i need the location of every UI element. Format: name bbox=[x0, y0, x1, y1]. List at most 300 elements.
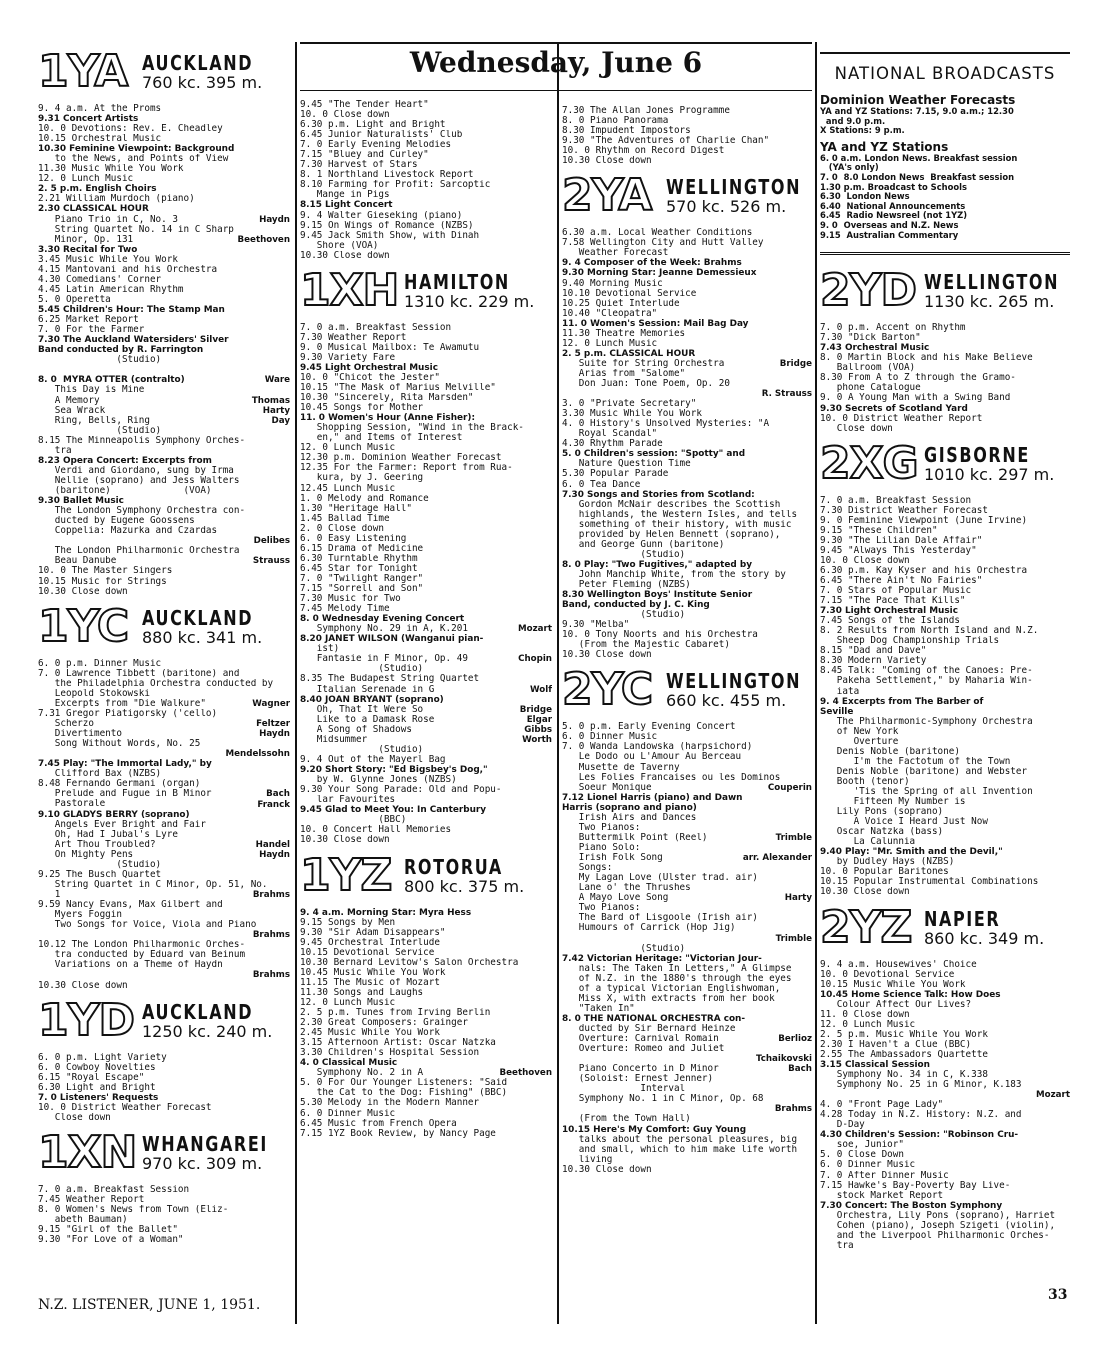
programme-text: 9.40 Play: "Mr. Smith and the Devil," bbox=[820, 847, 1003, 858]
station-section bbox=[562, 664, 812, 1175]
programme-text: 10.30 Feminine Viewpoint: Background bbox=[38, 144, 235, 155]
programme-text: Midsummer bbox=[300, 734, 368, 745]
schedule-line bbox=[38, 840, 290, 850]
programme-text: Lane o' the Thrushes bbox=[562, 883, 691, 894]
schedule-line bbox=[38, 526, 290, 536]
schedule-line bbox=[300, 180, 552, 190]
schedule-line bbox=[38, 860, 290, 870]
schedule-line bbox=[820, 424, 1070, 434]
programme-text: 12. 0 Lunch Music bbox=[300, 443, 396, 454]
programme-text: 7. 0 a.m. Breakfast Session bbox=[38, 1184, 190, 1195]
programme-text: 7.30 Concert: The Boston Symphony bbox=[820, 1200, 1003, 1211]
schedule-line bbox=[38, 769, 290, 779]
schedule-line bbox=[562, 650, 812, 660]
schedule-line bbox=[38, 144, 290, 154]
schedule-line bbox=[38, 669, 290, 679]
composer: Bach bbox=[266, 789, 290, 800]
programme-text: 9.10 GLADYS BERRY (soprano) bbox=[38, 809, 190, 820]
schedule-line bbox=[300, 343, 552, 353]
programme-text: 8.30 From A to Z through the Gramo- bbox=[820, 373, 1016, 384]
programme-text: 4. 0 "Front Page Lady" bbox=[820, 1100, 944, 1111]
programme-text: 9. 4 Out of the Mayerl Bag bbox=[300, 755, 446, 766]
programme-text: Sheep Dog Championship Trials bbox=[820, 636, 1000, 647]
programme-text: 9. 4 a.m. Housewives' Choice bbox=[820, 959, 977, 970]
programme-text: 2. 5 p.m. CLASSICAL HOUR bbox=[562, 348, 696, 359]
station-logo: 2YC bbox=[562, 664, 653, 716]
programme-text: Divertimento bbox=[38, 729, 122, 740]
schedule-line bbox=[300, 624, 552, 634]
programme-text: 9.30 Variety Fare bbox=[300, 352, 396, 363]
schedule-line bbox=[820, 877, 1070, 887]
programme-text: 7.42 Victorian Heritage: "Victorian Jour- bbox=[562, 953, 762, 964]
composer: Brahms bbox=[252, 890, 290, 901]
programme-text: Variations on a Theme of Haydn bbox=[38, 960, 223, 971]
schedule-line bbox=[38, 1053, 290, 1063]
schedule-line: (YA's only) bbox=[820, 162, 879, 173]
schedule-line bbox=[300, 785, 552, 795]
schedule-line bbox=[820, 323, 1070, 333]
schedule-line bbox=[300, 393, 552, 403]
programme-text: 10. 0 Concert Hall Memories bbox=[300, 825, 452, 836]
schedule-line bbox=[300, 170, 552, 180]
programme-text: talks about the personal pleasures, big bbox=[562, 1134, 798, 1145]
programme-text: 9.20 Short Story: "Ed Bigsbey's Dog," bbox=[300, 765, 488, 776]
programme-text: 10. 0 Popular Baritones bbox=[820, 867, 949, 878]
schedule-line bbox=[38, 749, 290, 759]
programme-text: 9.30 "For Love of a Woman" bbox=[38, 1235, 184, 1246]
programme-text: Gordon McNair describes the Scottish bbox=[562, 499, 781, 510]
schedule-line bbox=[38, 566, 290, 576]
schedule-line bbox=[562, 1024, 812, 1034]
programme-text: 7.31 Gregor Piatigorsky ('cello) bbox=[38, 708, 218, 719]
programme-text: Close down bbox=[820, 423, 893, 434]
schedule-line bbox=[38, 1235, 290, 1245]
programme-text: A Voice I Heard Just Now bbox=[820, 817, 988, 828]
schedule-line bbox=[38, 799, 290, 809]
schedule-line bbox=[300, 765, 552, 775]
programme-text: 9.45 Jack Smith Show, with Dinah bbox=[300, 230, 480, 241]
schedule-line bbox=[38, 385, 290, 395]
programme-text: 10.30 Close down bbox=[562, 156, 652, 167]
programme-text: 8. 0 MYRA OTTER (contralto) bbox=[38, 375, 185, 386]
programme-text: 5. 0 For Our Younger Listeners: "Said bbox=[300, 1078, 508, 1089]
page-number: 33 bbox=[1048, 1287, 1068, 1303]
schedule-line bbox=[820, 496, 1070, 506]
schedule-line bbox=[562, 823, 812, 833]
schedule-line bbox=[300, 1119, 552, 1129]
schedule-line bbox=[300, 443, 552, 453]
schedule-line bbox=[562, 732, 812, 742]
schedule-line bbox=[300, 674, 552, 684]
programme-text: (baritone) (VOA) bbox=[38, 486, 212, 497]
schedule-line bbox=[562, 783, 812, 793]
programme-text: 9.30 "Sir Adam Disappears" bbox=[300, 927, 446, 938]
schedule-line bbox=[38, 1063, 290, 1073]
programme-text: 9.30 Secrets of Scotland Yard bbox=[820, 403, 968, 414]
station-city: NAPIER bbox=[924, 906, 1001, 931]
programme-text: 4. 0 Classical Music bbox=[300, 1058, 398, 1069]
programme-text: 6.45 Music from French Opera bbox=[300, 1118, 457, 1129]
programme-text: 9.45 "Always This Yesterday" bbox=[820, 545, 977, 556]
schedule-line bbox=[820, 990, 1070, 1000]
schedule-line bbox=[820, 363, 1070, 373]
programme-text: 8. 2 Results from North Island and N.Z. bbox=[820, 626, 1039, 637]
schedule-line bbox=[562, 722, 812, 732]
station-section bbox=[300, 264, 552, 846]
schedule-line bbox=[562, 1155, 812, 1165]
schedule-line: 6. 0 a.m. London News. Breakfast session bbox=[820, 152, 1018, 163]
programme-text: Interval bbox=[562, 1084, 686, 1095]
programme-text: 6. 0 Easy Listening bbox=[300, 533, 407, 544]
programme-text: Scherzo bbox=[38, 718, 94, 729]
station-header bbox=[300, 849, 552, 901]
programme-text: 8.15 "Dad and Dave" bbox=[820, 646, 927, 657]
station-logo: 1XN bbox=[38, 1126, 137, 1178]
schedule-column-3 bbox=[562, 106, 812, 1326]
programme-text: 7.30 Weather Report bbox=[300, 332, 407, 343]
composer: Trimble bbox=[775, 933, 812, 944]
schedule-line bbox=[820, 1211, 1070, 1221]
schedule-line bbox=[562, 379, 812, 389]
schedule-line bbox=[820, 727, 1070, 737]
schedule-line bbox=[38, 194, 290, 204]
programme-text: 9. 4 Walter Gieseking (piano) bbox=[300, 210, 463, 221]
programme-text: 10.15 Music for Strings bbox=[38, 576, 167, 587]
programme-text: 2.21 William Murdoch (piano) bbox=[38, 194, 195, 205]
programme-text: 6.45 "There Ain't No Fairies" bbox=[820, 576, 983, 587]
schedule-line bbox=[38, 759, 290, 769]
schedule-line bbox=[300, 958, 552, 968]
programme-text: The London Philharmonic Orchestra bbox=[38, 546, 240, 557]
programme-text: and the Liverpool Philharmonic Orches- bbox=[820, 1230, 1050, 1241]
programme-text: Italian Serenade in G bbox=[300, 684, 435, 695]
schedule-line bbox=[38, 709, 290, 719]
schedule-line bbox=[820, 737, 1070, 747]
programme-text: 7.30 The Allan Jones Programme bbox=[562, 106, 730, 116]
programme-text: (Studio) bbox=[300, 745, 424, 756]
schedule-line bbox=[820, 1231, 1070, 1241]
schedule-line bbox=[38, 375, 290, 385]
programme-text: (Studio) bbox=[38, 425, 162, 436]
schedule-line bbox=[562, 106, 812, 116]
schedule-line bbox=[820, 343, 1070, 353]
schedule-line bbox=[562, 1064, 812, 1074]
programme-text: ist) bbox=[300, 644, 340, 655]
schedule-line bbox=[562, 126, 812, 136]
programme-text: 2.45 Music While You Work bbox=[300, 1028, 440, 1039]
programme-text: (Studio) bbox=[38, 859, 162, 870]
schedule-line: 6.40 National Announcements bbox=[820, 200, 966, 211]
schedule-line bbox=[38, 1073, 290, 1083]
station-frequency: 760 kc. 395 m. bbox=[142, 73, 263, 92]
schedule-line bbox=[300, 251, 552, 261]
schedule-line bbox=[38, 880, 290, 890]
station-logo: 2YZ bbox=[820, 901, 912, 953]
programme-text: Verdi and Giordano, sung by Irma bbox=[38, 465, 234, 476]
programme-text: Booth (tenor) bbox=[820, 776, 910, 787]
schedule-line bbox=[562, 520, 812, 530]
schedule-line bbox=[300, 484, 552, 494]
schedule-line bbox=[820, 687, 1070, 697]
schedule-line bbox=[300, 938, 552, 948]
programme-text: 'Tis the Spring of all Invention bbox=[820, 787, 1033, 797]
programme-text: 10.30 Close down bbox=[820, 887, 910, 898]
schedule-line bbox=[820, 1070, 1070, 1080]
programme-text: 7.43 Orchestral Music bbox=[820, 343, 930, 354]
programme-text: 6.30 p.m. Kay Kyser and his Orchestra bbox=[820, 565, 1028, 576]
programme-text: 3.15 Afternoon Artist: Oscar Natzka bbox=[300, 1038, 496, 1049]
programme-text: La Calunnia bbox=[820, 837, 916, 848]
schedule-column-2 bbox=[300, 100, 552, 1325]
programme-text: 7.30 The Auckland Watersiders' Silver bbox=[38, 335, 229, 346]
programme-text: Minor, Op. 131 bbox=[38, 234, 134, 245]
schedule-line bbox=[300, 413, 552, 423]
programme-text: 2. 5 p.m. Tunes from Irving Berlin bbox=[300, 1007, 491, 1018]
programme-text: 9.30 "Melba" bbox=[562, 620, 630, 631]
schedule-line bbox=[300, 948, 552, 958]
station-header bbox=[820, 437, 1070, 489]
schedule-line bbox=[562, 974, 812, 984]
schedule-line bbox=[38, 134, 290, 144]
programme-text: 6. 0 Tea Dance bbox=[562, 479, 641, 490]
schedule-line bbox=[38, 1215, 290, 1225]
programme-text: (Studio) bbox=[300, 664, 424, 675]
programme-text: 6. 0 Dinner Music bbox=[820, 1160, 916, 1171]
station-section bbox=[300, 849, 552, 1139]
programme-text: 8.35 The Budapest String Quartet bbox=[300, 674, 480, 685]
composer: Day bbox=[271, 415, 290, 426]
programme-text: Prelude and Fugue in B Minor bbox=[38, 789, 212, 800]
schedule-line bbox=[38, 719, 290, 729]
schedule-line bbox=[562, 630, 812, 640]
programme-text: 10. 0 Devotions: Rev. E. Cheadley bbox=[38, 124, 223, 135]
station-section bbox=[562, 106, 812, 166]
schedule-line bbox=[820, 747, 1070, 757]
schedule-line bbox=[820, 787, 1070, 797]
schedule-line bbox=[562, 580, 812, 590]
schedule-line bbox=[562, 560, 812, 570]
composer: Mozart bbox=[1036, 1090, 1070, 1101]
schedule-line bbox=[38, 154, 290, 164]
programme-text: 7.30 Songs and Stories from Scotland: bbox=[562, 489, 755, 500]
composer: Bridge bbox=[779, 358, 812, 369]
programme-text: 9.31 Concert Artists bbox=[38, 114, 139, 125]
programme-text: 9.30 "The Adventures of Charlie Chan" bbox=[562, 136, 770, 147]
schedule-line: and 9.0 p.m. bbox=[820, 115, 886, 126]
schedule-line bbox=[38, 325, 290, 335]
programme-text: 9.15 On Wings of Romance (NZBS) bbox=[300, 220, 474, 231]
station-header bbox=[38, 600, 290, 652]
programme-text: The Philharmonic-Symphony Orchestra bbox=[820, 716, 1033, 727]
schedule-line bbox=[562, 156, 812, 166]
programme-text: 8. 0 Wednesday Evening Concert bbox=[300, 614, 465, 625]
schedule-line bbox=[38, 516, 290, 526]
programme-text: 2. 5 p.m. Music While You Work bbox=[820, 1029, 988, 1040]
schedule-line bbox=[300, 634, 552, 644]
schedule-line bbox=[820, 333, 1070, 343]
programme-text: 8.48 Fernando Germani (organ) bbox=[38, 779, 201, 790]
station-header bbox=[38, 46, 290, 97]
schedule-line bbox=[38, 850, 290, 860]
programme-text: 4.45 Latin American Rhythm bbox=[38, 284, 184, 295]
programme-text: 12.45 Lunch Music bbox=[300, 483, 396, 494]
schedule-line bbox=[300, 120, 552, 130]
composer: Franck bbox=[257, 799, 290, 810]
programme-text: 5. 0 Operetta bbox=[38, 294, 111, 305]
programme-text: Like to a Damask Rose bbox=[300, 714, 435, 725]
schedule-line bbox=[820, 1201, 1070, 1211]
weather-forecasts-heading: Dominion Weather Forecasts bbox=[820, 93, 1016, 107]
programme-text: Ring, Bells, Ring bbox=[38, 415, 150, 426]
station-section bbox=[300, 100, 552, 261]
schedule-line bbox=[562, 319, 812, 329]
programme-text: 1. 0 Melody and Romance bbox=[300, 493, 429, 504]
composer: Wagner bbox=[252, 698, 290, 709]
schedule-line bbox=[300, 1038, 552, 1048]
programme-text: 3.15 Classical Session bbox=[820, 1059, 930, 1070]
schedule-line bbox=[38, 890, 290, 900]
station-logo: 1YD bbox=[38, 994, 134, 1046]
programme-text: 7.12 Lionel Harris (piano) and Dawn bbox=[562, 792, 743, 803]
programme-text: 4.30 Rhythm Parade bbox=[562, 439, 663, 450]
schedule-line bbox=[38, 820, 290, 830]
schedule-line bbox=[820, 646, 1070, 656]
schedule-line bbox=[38, 1103, 290, 1113]
schedule-column-4 bbox=[820, 52, 1070, 1324]
schedule-line bbox=[38, 1225, 290, 1235]
schedule-line bbox=[38, 235, 290, 245]
station-city: GISBORNE bbox=[924, 442, 1030, 467]
programme-text: 7.30 "Dick Barton" bbox=[820, 333, 921, 344]
schedule-line bbox=[820, 404, 1070, 414]
programme-text: 9. 0 Musical Mailbox: Te Awamutu bbox=[300, 342, 480, 353]
programme-text: ducted by Eugene Goossens bbox=[38, 516, 195, 527]
schedule-line bbox=[300, 755, 552, 765]
schedule-line bbox=[562, 409, 812, 419]
schedule-line bbox=[38, 255, 290, 265]
schedule-line bbox=[562, 994, 812, 1004]
programme-text: 7.15 "Sorrell and Son" bbox=[300, 583, 424, 594]
schedule-line bbox=[300, 928, 552, 938]
schedule-line bbox=[38, 396, 290, 406]
schedule-line bbox=[300, 745, 552, 755]
schedule-line bbox=[562, 944, 812, 954]
schedule-line bbox=[300, 1078, 552, 1088]
schedule-line bbox=[820, 373, 1070, 383]
programme-text: Oh, Had I Jubal's Lyre bbox=[38, 829, 178, 840]
programme-text: 10.45 Home Science Talk: How Does bbox=[820, 989, 1001, 1000]
composer: Harty bbox=[784, 893, 812, 904]
station-frequency: 570 kc. 526 m. bbox=[666, 197, 787, 217]
schedule-line bbox=[300, 1018, 552, 1028]
schedule-line bbox=[38, 305, 290, 315]
schedule-line bbox=[820, 767, 1070, 777]
schedule-line bbox=[300, 1129, 552, 1139]
programme-text: Harris (soprano and piano) bbox=[562, 802, 697, 813]
schedule-line bbox=[38, 446, 290, 456]
programme-text: 9.40 Morning Music bbox=[562, 278, 663, 289]
programme-text: Denis Noble (baritone) and Webster bbox=[820, 766, 1028, 777]
programme-text: 10.30 Bernard Levitow's Salon Orchestra bbox=[300, 957, 519, 968]
schedule-line bbox=[820, 757, 1070, 767]
schedule-line bbox=[820, 626, 1070, 636]
station-frequency: 860 kc. 349 m. bbox=[924, 928, 1045, 948]
programme-text: 10.30 Close down bbox=[300, 835, 390, 846]
programme-text: kura, by J. Geering bbox=[300, 473, 424, 484]
schedule-line bbox=[562, 610, 812, 620]
schedule-line bbox=[820, 707, 1070, 717]
programme-text: 8.20 JANET WILSON (Wanganui pian- bbox=[300, 634, 484, 645]
schedule-line bbox=[38, 355, 290, 365]
programme-text: 5. 0 Children's session: "Spotty" and bbox=[562, 449, 746, 460]
schedule-line bbox=[562, 500, 812, 510]
schedule-line bbox=[38, 546, 290, 556]
programme-text: 8.10 Farming for Profit: Sarcoptic bbox=[300, 180, 491, 191]
programme-text: 12. 0 Lunch Music bbox=[300, 997, 396, 1008]
programme-text: Angels Ever Bright and Fair bbox=[38, 819, 206, 830]
programme-text: 6. 0 Dinner Music bbox=[562, 732, 658, 743]
programme-text: 9.30 Morning Star: Jeanne Demessieux bbox=[562, 268, 757, 279]
schedule-line bbox=[300, 574, 552, 584]
programme-text: 6. 0 Dinner Music bbox=[300, 1108, 396, 1119]
programme-text: 8.40 JOAN BRYANT (soprano) bbox=[300, 694, 444, 705]
schedule-line bbox=[38, 104, 290, 114]
schedule-line bbox=[562, 1054, 812, 1064]
schedule-line bbox=[562, 339, 812, 349]
national-broadcasts-box bbox=[820, 52, 1070, 255]
programme-text: 10. 0 Close down bbox=[300, 110, 390, 121]
page-title: Wednesday, June 6 bbox=[409, 46, 703, 79]
schedule-line bbox=[38, 496, 290, 506]
station-header bbox=[820, 265, 1070, 317]
schedule-line bbox=[300, 231, 552, 241]
schedule-line bbox=[562, 419, 812, 429]
programme-text: 3.30 Music While You Work bbox=[562, 409, 702, 420]
schedule-line bbox=[562, 258, 812, 268]
programme-text: 7. 0 "Twilight Ranger" bbox=[300, 573, 424, 584]
schedule-line bbox=[300, 614, 552, 624]
schedule-line bbox=[38, 659, 290, 669]
programme-text: Musette de Taverny bbox=[562, 762, 680, 773]
programme-text: 2.30 CLASSICAL HOUR bbox=[38, 204, 149, 215]
schedule-line bbox=[562, 279, 812, 289]
schedule-line bbox=[562, 238, 812, 248]
schedule-line bbox=[300, 423, 552, 433]
schedule-line bbox=[562, 964, 812, 974]
schedule-line bbox=[300, 775, 552, 785]
composer: Strauss bbox=[252, 556, 290, 567]
programme-text: Seville bbox=[820, 706, 854, 717]
programme-text: 2.30 I Haven't a Clue (BBC) bbox=[820, 1039, 972, 1050]
programme-text: 3.45 Music While You Work bbox=[38, 254, 178, 265]
schedule-line: 6.30 London News bbox=[820, 191, 910, 202]
schedule-line bbox=[562, 853, 812, 863]
programme-text: 8. 0 Women's News from Town (Eliz- bbox=[38, 1204, 229, 1215]
schedule-line bbox=[300, 383, 552, 393]
programme-text: A Memory bbox=[38, 395, 100, 406]
footer-issue-date: N.Z. LISTENER, JUNE 1, 1951. bbox=[38, 1297, 261, 1313]
programme-text: Le Dodo ou L'Amour Au Berceau bbox=[562, 752, 742, 763]
station-logo: 1YC bbox=[38, 600, 129, 652]
programme-text: by W. Glynne Jones (NZBS) bbox=[300, 775, 457, 786]
programme-text: Leopold Stokowski bbox=[38, 688, 150, 699]
schedule-line bbox=[38, 789, 290, 799]
programme-text: highlands, the Western Isles, and tells bbox=[562, 509, 798, 520]
composer: Couperin bbox=[767, 782, 812, 793]
schedule-line bbox=[38, 910, 290, 920]
schedule-line bbox=[562, 570, 812, 580]
programme-text: 10.15 "The Mask of Marius Melville" bbox=[300, 383, 496, 394]
